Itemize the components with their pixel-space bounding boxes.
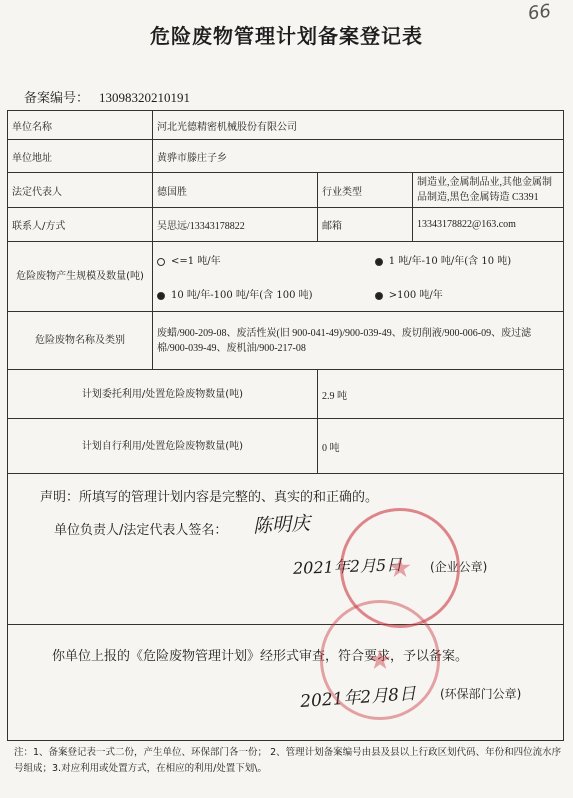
approval-text: 你单位上报的《危险废物管理计划》经形式审查，符合要求，予以备案。 (52, 649, 469, 664)
signer-label: 单位负责人/法定代表人签名： (54, 523, 228, 538)
page-number: 66 (526, 0, 553, 25)
row-unit-name (8, 111, 564, 140)
row-legal-rep (8, 173, 564, 208)
filing-number (24, 87, 190, 106)
unit-address-label: 单位地址 (8, 140, 153, 173)
scale-options (153, 242, 564, 312)
row-waste-types (8, 312, 564, 370)
row-approval (8, 625, 564, 741)
unit-address-value: 黄骅市滕庄子乡 (153, 140, 564, 173)
row-self-use (8, 419, 564, 474)
scale-option-4-text: >100 吨/年 (388, 290, 443, 301)
filing-value: 13098320210191 (99, 90, 191, 105)
contact-label: 联系人/方式 (8, 208, 153, 242)
industry-value: 制造业,金属制品业,其他金属制品制造,黑色金属铸造 C3391 (413, 173, 564, 208)
approval-date: 2021年2月8日 (299, 683, 417, 713)
agency-seal-stamp (320, 600, 440, 720)
signature: 陈明庆 (252, 512, 311, 538)
row-unit-address (8, 140, 564, 173)
industry-label: 行业类型 (318, 173, 413, 208)
scale-label: 危险废物产生规模及数量(吨) (8, 242, 153, 312)
scale-option-2-text: 1 吨/年-10 吨/年(含 10 吨) (388, 256, 512, 267)
email-label: 邮箱 (318, 208, 413, 242)
radio-filled-icon (157, 292, 165, 300)
radio-icon (157, 258, 165, 266)
row-scale (8, 242, 564, 312)
declaration-cell (8, 474, 564, 625)
page-title: 危险废物管理计划备案登记表 (150, 24, 423, 48)
row-contact (8, 208, 564, 242)
entrusted-value: 2.9 吨 (318, 370, 564, 419)
scale-option-1-text: <=1 吨/年 (171, 256, 221, 267)
row-entrusted (8, 370, 564, 419)
scale-option-2[interactable] (371, 243, 563, 277)
self-use-value: 0 吨 (318, 419, 564, 474)
scale-option-3[interactable] (153, 277, 371, 311)
unit-name-value: 河北光德精密机械股份有限公司 (153, 111, 564, 140)
approval (8, 625, 563, 740)
radio-filled-icon (375, 292, 383, 300)
contact-value: 吴思远/13343178822 (153, 208, 318, 242)
registration-table (7, 110, 564, 741)
waste-types-label: 危险废物名称及类别 (8, 312, 153, 370)
waste-types-value: 废蜡/900-209-08、废活性炭(旧 900-041-49)/900-039-49、废切削液/900-006-09、废过滤棉/900-039-49、废机油/900-217-08 (153, 312, 564, 370)
footnote: 注：1、备案登记表一式二份，产生单位、环保部门各一份； 2、管理计划备案编号由县及县以上行政区划代码、年份和四位流水序号组成；3.对应利用或处置方式，在相应的利用/处置下划\。 (14, 747, 562, 774)
scale-option-3-text: 10 吨/年-100 吨/年(含 100 吨) (171, 290, 313, 301)
company-seal-label: (企业公章) (430, 560, 488, 574)
scale-option-4[interactable] (371, 277, 563, 311)
declaration-date: 2021年2月5日 (292, 555, 403, 578)
agency-seal-label: (环保部门公章) (440, 687, 522, 701)
declaration (8, 474, 563, 624)
filing-label: 备案编号： (24, 91, 90, 106)
self-use-label: 计划自行利用/处置危险废物数量(吨) (8, 419, 318, 474)
legal-rep-label: 法定代表人 (8, 173, 153, 208)
email-value: 13343178822@163.com (413, 208, 564, 242)
unit-name-label: 单位名称 (8, 111, 153, 140)
entrusted-label: 计划委托利用/处置危险废物数量(吨) (8, 370, 318, 419)
scale-options-grid (153, 243, 563, 311)
approval-cell (8, 625, 564, 741)
scale-option-1[interactable] (153, 243, 371, 277)
legal-rep-value: 德国胜 (153, 173, 318, 208)
radio-filled-icon (375, 258, 383, 266)
declaration-statement: 声明：所填写的管理计划内容是完整的、真实的和正确的。 (40, 490, 379, 505)
row-declaration (8, 474, 564, 625)
